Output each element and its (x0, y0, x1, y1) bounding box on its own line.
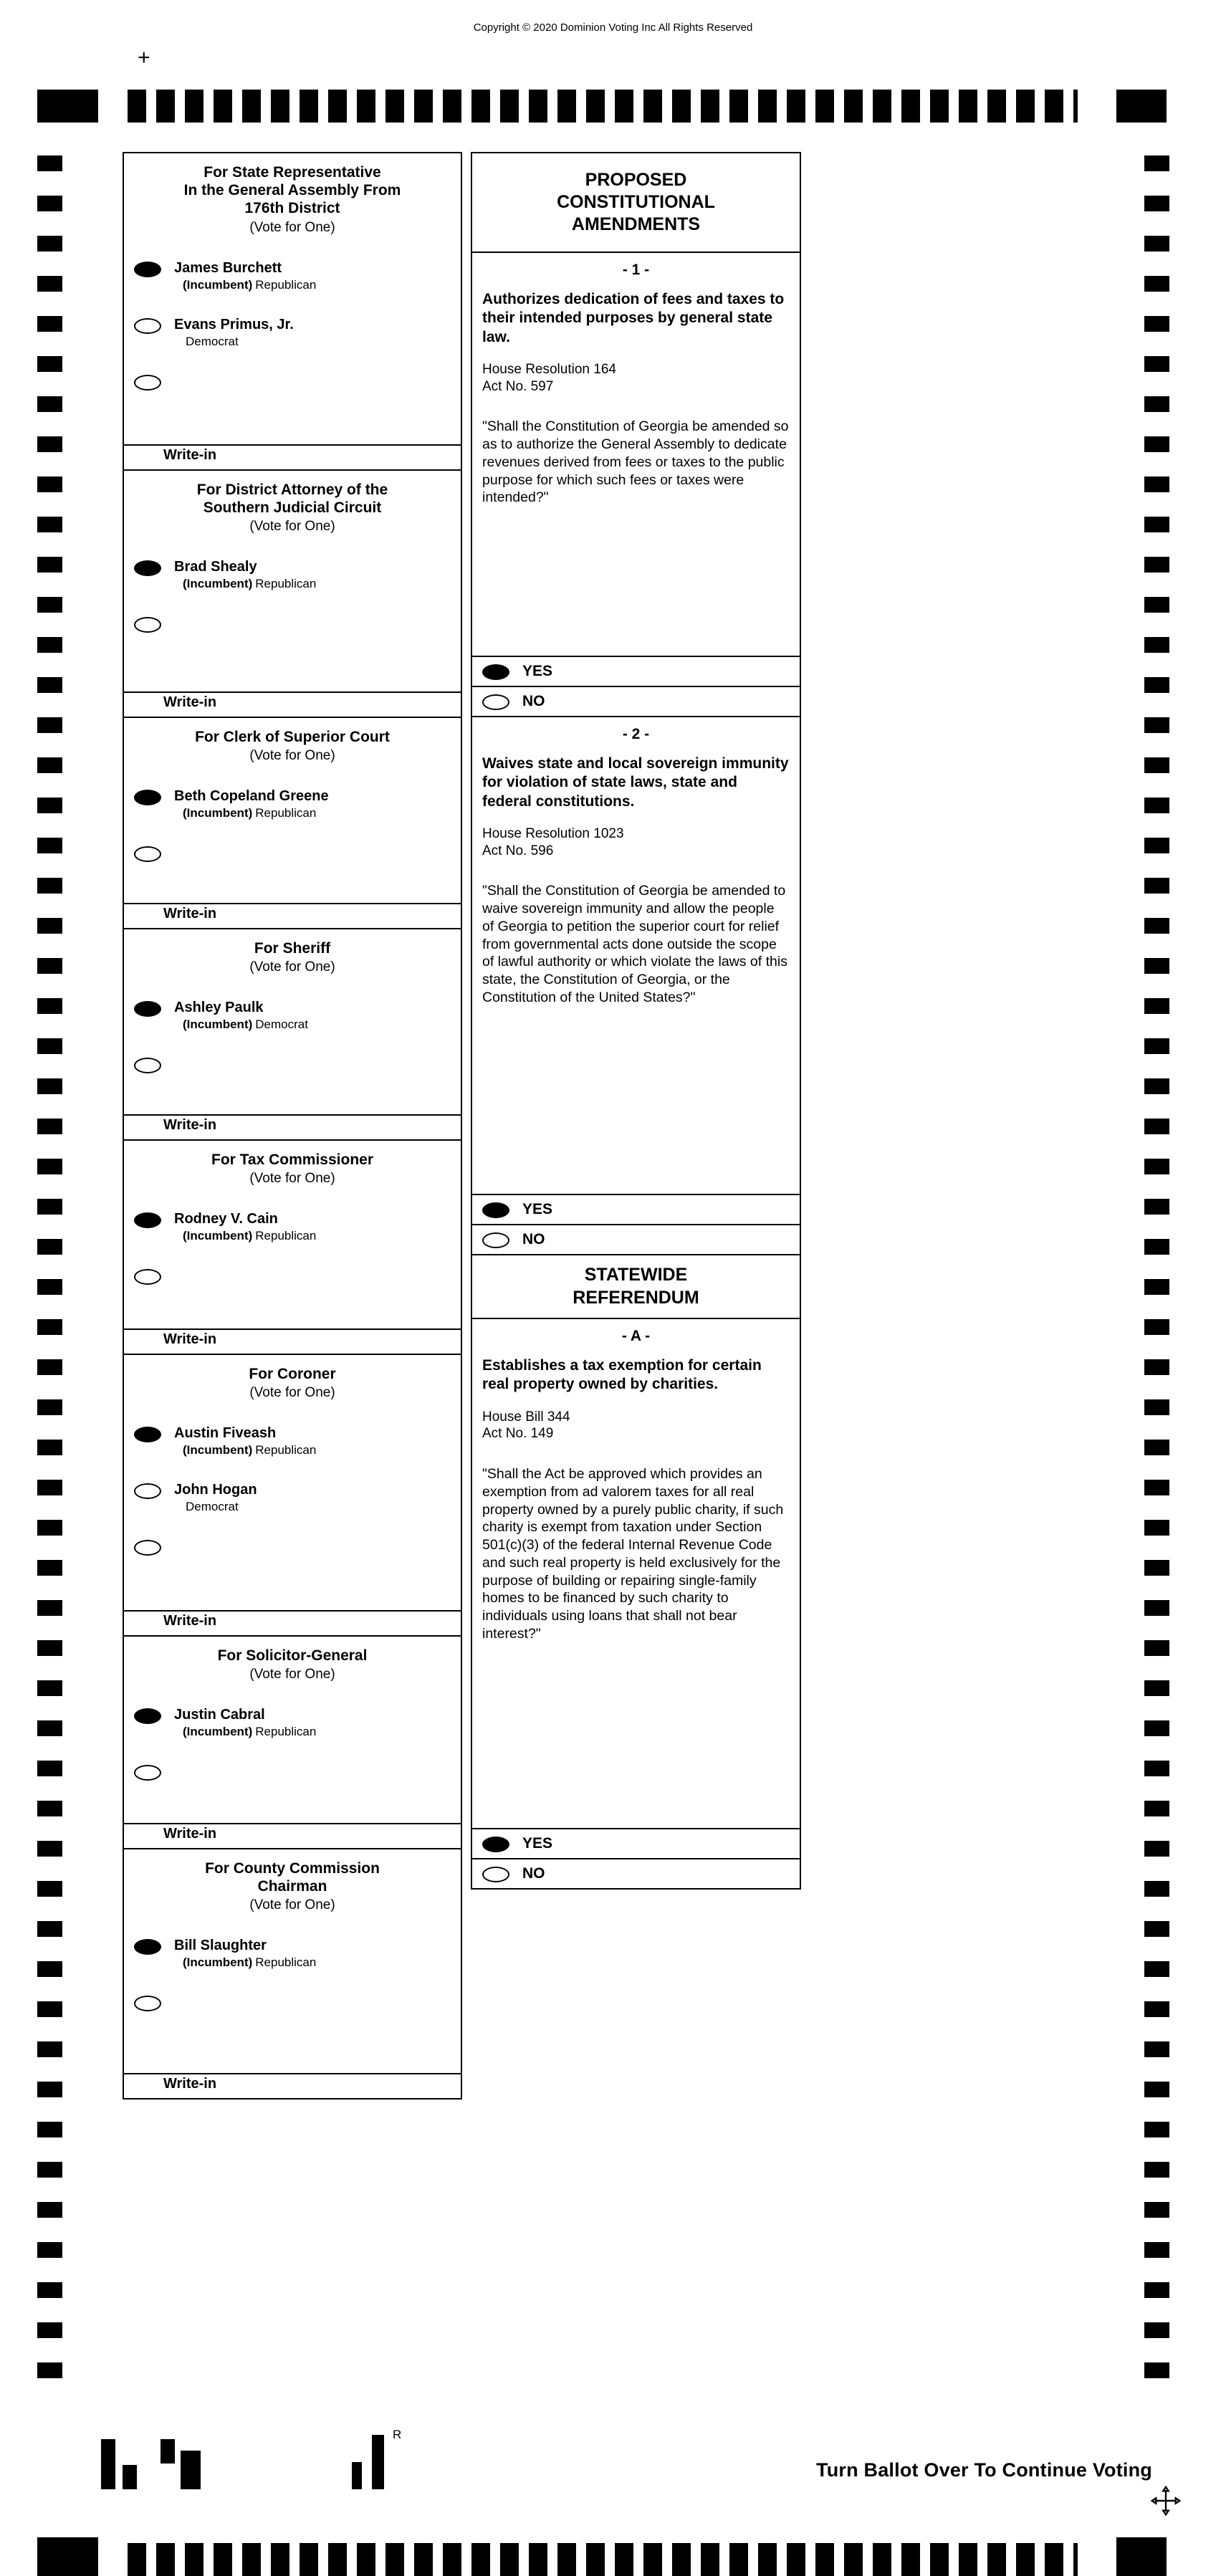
write-in-label: Write-in (163, 2076, 217, 2092)
ballot-oval[interactable] (134, 560, 161, 576)
ballot-oval[interactable] (482, 694, 509, 710)
ballot-oval[interactable] (134, 1483, 161, 1499)
ballot-oval[interactable] (134, 1939, 161, 1955)
candidate-row (124, 260, 461, 292)
contest-district-attorney (123, 469, 462, 718)
write-in-oval-row (124, 1538, 461, 1556)
vote-for-instruction: (Vote for One) (249, 1897, 335, 1913)
candidate-row (124, 1938, 461, 1970)
timing-block-bottom-left (37, 2537, 98, 2576)
candidate-text (174, 1000, 308, 1032)
write-in-oval-row (124, 616, 461, 633)
write-in-oval[interactable] (134, 846, 161, 862)
candidate-row (124, 317, 461, 349)
candidate-party: Democrat (186, 1500, 239, 1514)
candidate-name: Rodney V. Cain (174, 1211, 278, 1227)
option-label: YES (522, 663, 553, 679)
candidate-text (174, 559, 316, 591)
measure-number: - A - (621, 1328, 651, 1344)
candidate-party: Democrat (186, 334, 239, 348)
write-in-oval[interactable] (134, 1765, 161, 1781)
contest-title: For County Commission Chairman (205, 1860, 380, 1895)
turn-ballot-over-text: Turn Ballot Over To Continue Voting (816, 2459, 1152, 2481)
ballot-oval[interactable] (134, 262, 161, 277)
barcode-bar (352, 2462, 362, 2489)
option-label: NO (522, 693, 545, 709)
write-in-oval[interactable] (134, 1540, 161, 1556)
barcode-bar (181, 2451, 201, 2489)
registration-letter: R (393, 2428, 402, 2441)
contest-header (124, 471, 461, 535)
contest-title: For State Representative In the General Assembly From 176th District (183, 164, 401, 217)
barcode-bar (161, 2439, 175, 2464)
timing-marks-left (37, 155, 62, 2391)
contest-header (124, 718, 461, 764)
option-yes (472, 1828, 800, 1858)
contest-header (124, 1637, 461, 1682)
candidate-name: Austin Fiveash (174, 1425, 277, 1442)
option-no (472, 1224, 800, 1254)
measure-number: - 1 - (622, 262, 650, 278)
write-in-section (124, 2073, 461, 2098)
contest-header (124, 153, 461, 236)
ballot-oval[interactable] (482, 1202, 509, 1218)
write-in-section (124, 903, 461, 928)
measure-citation: House Resolution 1023 Act No. 596 (482, 825, 624, 858)
referendum-header-line: REFERENDUM (573, 1287, 699, 1308)
candidate-party: (Incumbent) Republican (183, 277, 317, 292)
contest-header (124, 1141, 461, 1187)
ballot-oval[interactable] (482, 1232, 509, 1248)
contest-solicitor-general (123, 1635, 462, 1849)
vote-for-instruction: (Vote for One) (249, 959, 335, 975)
ballot-oval[interactable] (134, 1212, 161, 1228)
option-no (472, 1858, 800, 1888)
measure-citation: House Resolution 164 Act No. 597 (482, 361, 616, 394)
write-in-oval-row (124, 373, 461, 391)
candidate-name: Justin Cabral (174, 1707, 265, 1723)
write-in-label: Write-in (163, 1117, 217, 1133)
measure-options (472, 656, 800, 716)
candidate-row (124, 1425, 461, 1457)
measure-summary: Establishes a tax exemption for certain real property owned by charities. (482, 1357, 762, 1393)
measure-options (472, 1194, 800, 1254)
move-cross-icon (1150, 2485, 1182, 2520)
vote-for-instruction: (Vote for One) (249, 1171, 335, 1187)
contest-clerk-superior-court (123, 717, 462, 929)
copyright-text: Copyright © 2020 Dominion Voting Inc All Rights Reserved (473, 21, 753, 34)
contest-tax-commissioner (123, 1139, 462, 1355)
measure-amendment-1 (471, 252, 801, 717)
timing-block-bottom-right (1116, 2537, 1167, 2576)
write-in-section (124, 444, 461, 469)
barcode-bar (101, 2439, 115, 2489)
candidate-text (174, 788, 329, 820)
write-in-label: Write-in (163, 906, 217, 921)
ballot-oval[interactable] (482, 664, 509, 680)
option-no (472, 686, 800, 716)
write-in-label: Write-in (163, 447, 217, 463)
timing-marks-bottom (128, 2543, 1078, 2576)
option-label: YES (522, 1835, 553, 1852)
measures-column (471, 152, 801, 1890)
write-in-oval[interactable] (134, 1996, 161, 2011)
write-in-section (124, 1114, 461, 1139)
vote-for-instruction: (Vote for One) (249, 1667, 335, 1682)
measure-question: "Shall the Act be approved which provides an exemption from ad valorem taxes for all real property owned by a purely public charity, if such charity is exempt from taxation under Section 501(c)(3) of the federal Internal Revenue Code and such real property is held exclusively for the purpose of building or repairing single-family homes to be financed by such charity to individuals using loans that shall not bear interest?" (482, 1466, 784, 1642)
contest-county-commission-chairman (123, 1848, 462, 2099)
write-in-section (124, 1328, 461, 1354)
candidate-party: (Incumbent) Republican (183, 1725, 317, 1739)
measure-options (472, 1828, 800, 1888)
candidate-name: Evans Primus, Jr. (174, 316, 294, 332)
candidate-name: James Burchett (174, 259, 282, 276)
measure-citation: House Bill 344 Act No. 149 (482, 1409, 570, 1442)
contest-state-representative (123, 152, 462, 471)
measure-summary: Authorizes dedication of fees and taxes to their intended purposes by general state law. (482, 291, 785, 345)
contest-sheriff (123, 928, 462, 1141)
candidate-text (174, 1211, 316, 1243)
contest-title: For Solicitor-General (217, 1647, 368, 1664)
contest-title: For Sheriff (254, 940, 331, 957)
timing-marks-top (128, 90, 1078, 123)
option-label: YES (522, 1201, 553, 1217)
amendments-header-line: AMENDMENTS (571, 214, 701, 235)
candidate-row (124, 1211, 461, 1243)
candidate-text (174, 317, 294, 349)
write-in-section (124, 691, 461, 717)
candidate-party: (Incumbent) Republican (183, 1443, 317, 1457)
measure-question: "Shall the Constitution of Georgia be amended so as to authorize the General Assembly to dedicate revenues derived from fees or taxes to the public purpose for which such fees or taxes were intended?" (482, 418, 789, 506)
candidate-name: Ashley Paulk (174, 1000, 264, 1016)
ballot-oval[interactable] (482, 1837, 509, 1852)
ballot-oval[interactable] (134, 1427, 161, 1442)
candidate-party: (Incumbent) Republican (183, 1229, 317, 1243)
write-in-section (124, 1610, 461, 1635)
candidate-name: John Hogan (174, 1482, 257, 1498)
candidate-row (124, 1000, 461, 1032)
measure-amendment-2 (471, 716, 801, 1255)
candidate-party: (Incumbent) Republican (183, 577, 317, 591)
contest-title: For Clerk of Superior Court (195, 729, 390, 745)
ballot-oval[interactable] (134, 1708, 161, 1724)
measure-referendum-a (471, 1318, 801, 1890)
candidate-text (174, 1707, 316, 1739)
amendments-header-line: PROPOSED (585, 169, 687, 190)
vote-for-instruction: (Vote for One) (249, 1385, 335, 1401)
measure-question: "Shall the Constitution of Georgia be amended to waive sovereign immunity and allow the people of Georgia to petition the superior court for relief from governmental acts done outside the scope of lawful authority or which violate the laws of this state, the Constitution of Georgia, or the Constitution of the United States?" (482, 883, 787, 1005)
candidate-row (124, 1707, 461, 1739)
write-in-oval[interactable] (134, 1269, 161, 1285)
amendments-header-line: CONSTITUTIONAL (557, 191, 715, 212)
candidate-name: Beth Copeland Greene (174, 788, 329, 805)
timing-block-top-right (1116, 90, 1167, 123)
contest-title: For District Attorney of the Southern Judicial Circuit (196, 482, 388, 517)
candidate-text (174, 1938, 316, 1970)
candidate-row (124, 788, 461, 820)
write-in-oval[interactable] (134, 1058, 161, 1073)
vote-for-instruction: (Vote for One) (249, 219, 335, 235)
candidate-text (174, 260, 316, 292)
write-in-oval-row (124, 1056, 461, 1073)
write-in-label: Write-in (163, 1613, 217, 1629)
contest-header (124, 1849, 461, 1913)
write-in-oval[interactable] (134, 375, 161, 391)
contest-title: For Tax Commissioner (211, 1151, 373, 1168)
ballot-oval[interactable] (134, 318, 161, 334)
option-yes (472, 656, 800, 686)
write-in-oval[interactable] (134, 617, 161, 633)
candidate-text (174, 1482, 257, 1514)
timing-block-top-left (37, 90, 98, 123)
write-in-oval-row (124, 1763, 461, 1781)
contest-header (124, 929, 461, 975)
ballot-oval[interactable] (134, 790, 161, 805)
registration-plus-mark: + (138, 46, 150, 70)
vote-for-instruction: (Vote for One) (249, 748, 335, 764)
vote-for-instruction: (Vote for One) (249, 519, 335, 535)
candidate-name: Bill Slaughter (174, 1938, 267, 1954)
option-label: NO (522, 1231, 545, 1248)
ballot-oval[interactable] (134, 1001, 161, 1017)
contest-coroner (123, 1354, 462, 1637)
amendments-header (471, 152, 801, 253)
ballot-oval[interactable] (482, 1867, 509, 1882)
candidate-party: (Incumbent) Republican (183, 806, 317, 820)
write-in-oval-row (124, 845, 461, 862)
candidate-name: Brad Shealy (174, 559, 257, 575)
referendum-header (471, 1254, 801, 1319)
candidate-party: (Incumbent) Democrat (183, 1018, 308, 1032)
candidate-row (124, 1482, 461, 1514)
timing-marks-right (1144, 155, 1169, 2391)
measure-summary: Waives state and local sovereign immunity for violation of state laws, state and federal constitutions. (482, 755, 789, 810)
write-in-label: Write-in (163, 1826, 217, 1842)
write-in-label: Write-in (163, 694, 217, 710)
contest-title: For Coroner (249, 1366, 336, 1382)
candidate-text (174, 1425, 316, 1457)
candidate-party: (Incumbent) Republican (183, 1955, 317, 1970)
contest-header (124, 1355, 461, 1401)
contest-column (123, 152, 462, 2099)
referendum-header-line: STATEWIDE (584, 1265, 688, 1285)
option-yes (472, 1194, 800, 1224)
write-in-oval-row (124, 1268, 461, 1285)
measure-number: - 2 - (622, 726, 650, 742)
option-label: NO (522, 1865, 545, 1882)
barcode-bar (123, 2465, 137, 2489)
write-in-oval-row (124, 1994, 461, 2011)
write-in-label: Write-in (163, 1331, 217, 1347)
barcode-bar (372, 2435, 384, 2489)
candidate-row (124, 559, 461, 591)
write-in-section (124, 1823, 461, 1848)
